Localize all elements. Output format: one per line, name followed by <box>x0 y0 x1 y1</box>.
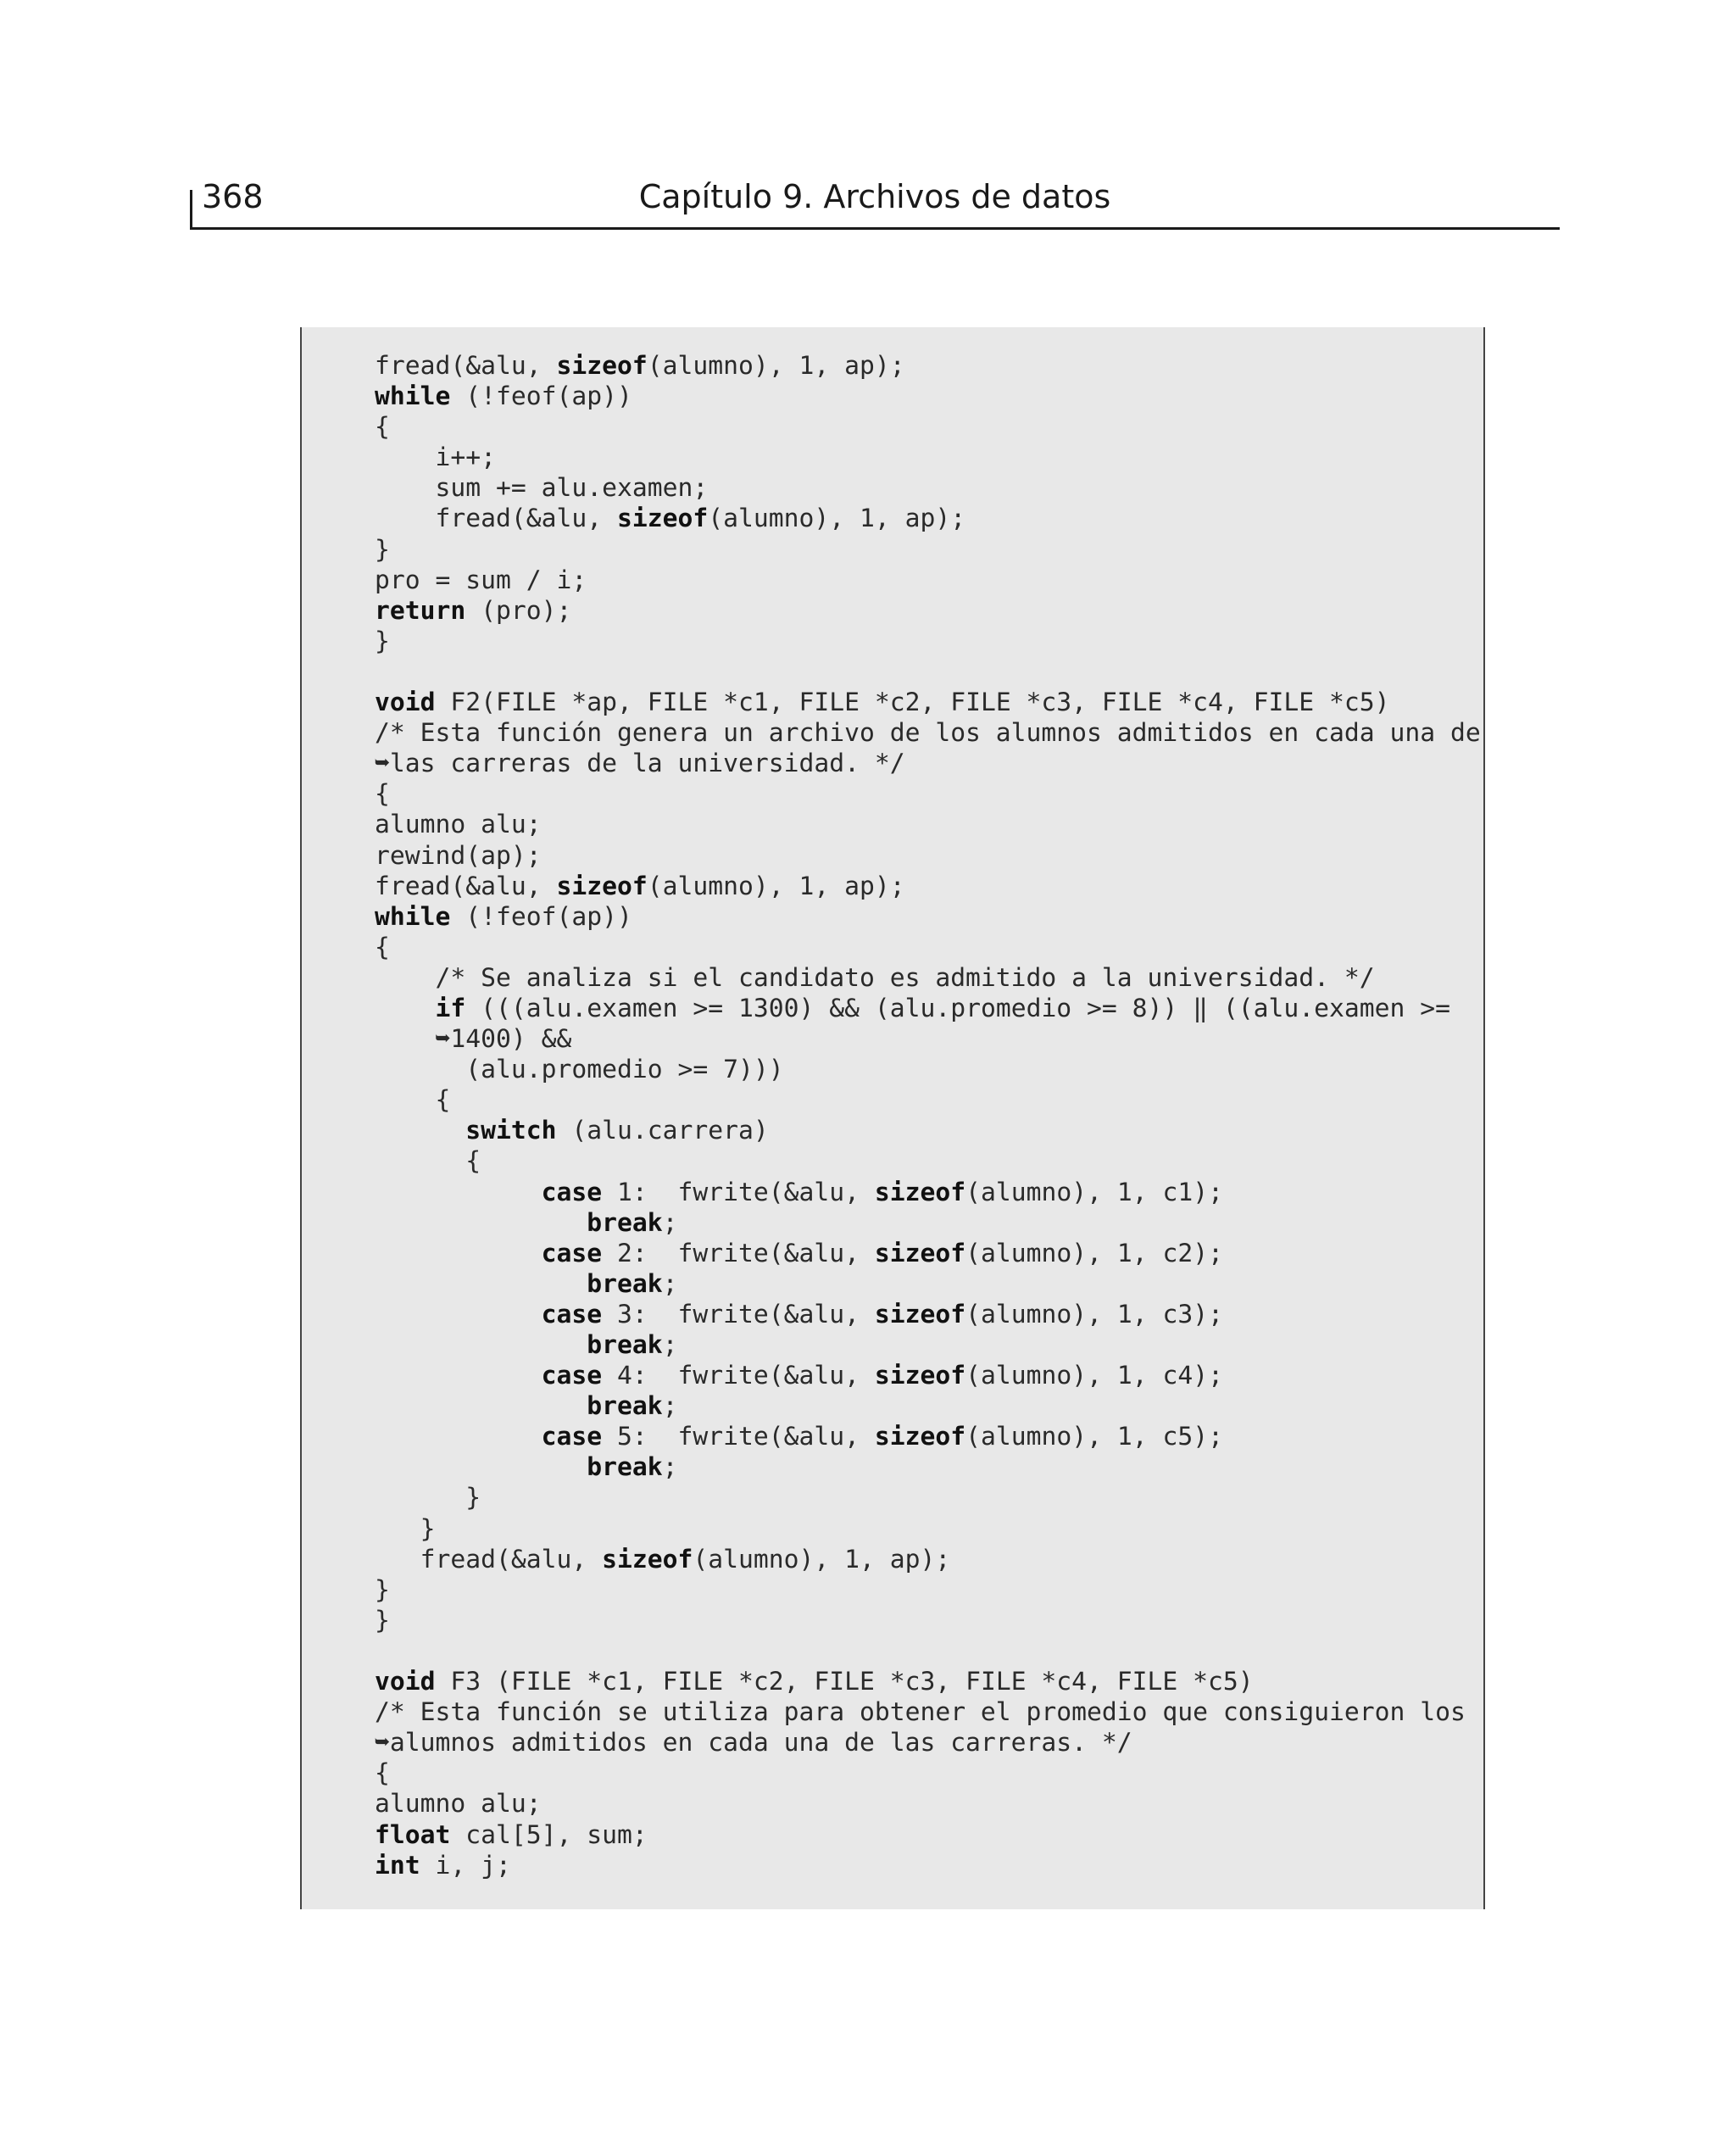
page-header <box>190 170 1560 230</box>
code-line <box>375 1820 1481 1851</box>
code-text <box>375 1116 465 1145</box>
code-keyword: case <box>541 1177 603 1207</box>
code-line <box>375 1758 1481 1789</box>
code-line <box>375 1636 1481 1667</box>
code-text: ; <box>662 1391 678 1422</box>
code-text: F3 (FILE *c1, FILE *c2, FILE *c3, FILE *c4, FILE *c5) <box>435 1667 1254 1697</box>
code-text: (alumno), 1, c1); <box>965 1177 1223 1207</box>
code-text: ; <box>662 1330 678 1360</box>
code-text <box>375 994 436 1023</box>
code-keyword: sizeof <box>874 1299 966 1329</box>
code-line <box>375 1239 1481 1269</box>
code-text: (alumno), 1, c2); <box>965 1238 1223 1268</box>
code-line <box>375 1667 1481 1697</box>
code-text: /* Se analiza si el candidato es admitido a la universidad. */ <box>375 962 1375 993</box>
code-text: fread(&alu, <box>375 871 557 901</box>
code-keyword: int <box>375 1850 420 1880</box>
code-text: pro = sum / i; <box>375 565 587 595</box>
code-text: { <box>375 1085 451 1116</box>
code-text: } <box>375 1483 481 1513</box>
code-line <box>375 1330 1481 1361</box>
code-line <box>375 1146 1481 1177</box>
code-text: 5: fwrite(&alu, <box>602 1422 875 1452</box>
code-line <box>375 657 1481 688</box>
chapter-title: Capítulo 9. Archivos de datos <box>638 178 1111 215</box>
code-line <box>375 1300 1481 1330</box>
code-keyword: case <box>541 1422 603 1452</box>
code-text: ; <box>662 1207 678 1238</box>
code-keyword: sizeof <box>874 1177 966 1207</box>
code-text <box>375 1452 587 1482</box>
code-text: { <box>375 1146 481 1177</box>
code-text: 1: fwrite(&alu, <box>602 1177 875 1207</box>
code-line <box>375 535 1481 565</box>
code-text: { <box>375 1758 390 1789</box>
code-line <box>375 963 1481 994</box>
code-keyword: case <box>541 1361 603 1391</box>
code-line <box>375 412 1481 443</box>
code-text: alumno alu; <box>375 1789 542 1819</box>
code-text <box>375 1422 542 1451</box>
code-text: } <box>375 1513 436 1544</box>
code-text <box>375 1178 542 1207</box>
page-number: 368 <box>202 178 264 215</box>
code-text: (alu.carrera) <box>556 1116 769 1146</box>
code-line <box>375 1208 1481 1239</box>
code-text: fread(&alu, <box>375 1544 603 1574</box>
code-text: (alumno), 1, ap); <box>693 1544 951 1574</box>
code-text: ; <box>662 1452 678 1483</box>
code-text: } <box>375 1605 390 1635</box>
code-text: { <box>375 932 390 962</box>
code-line <box>375 1055 1481 1085</box>
code-text: 2: fwrite(&alu, <box>602 1238 875 1268</box>
code-line <box>375 718 1481 749</box>
code-text: i, j; <box>420 1850 511 1880</box>
code-text <box>375 1361 542 1390</box>
code-line <box>375 688 1481 718</box>
code-text: (!feof(ap)) <box>450 901 632 932</box>
code-text: ➥1400) && <box>375 1024 572 1055</box>
code-line <box>375 351 1481 382</box>
code-text: ➥las carreras de la universidad. */ <box>375 749 905 779</box>
code-text: fread(&alu, <box>375 351 557 381</box>
code-text: } <box>375 626 390 656</box>
code-line <box>375 443 1481 473</box>
code-keyword: void <box>375 688 436 718</box>
code-keyword: switch <box>465 1116 557 1146</box>
code-line <box>375 994 1481 1024</box>
code-line <box>375 902 1481 933</box>
code-text: fread(&alu, <box>375 504 617 534</box>
code-line <box>375 1514 1481 1545</box>
code-line <box>375 1575 1481 1606</box>
code-text: } <box>375 534 390 565</box>
code-listing-box <box>300 327 1485 1909</box>
code-line <box>375 749 1481 779</box>
code-text: ; <box>662 1268 678 1299</box>
code-text: /* Esta función se utiliza para obtener el promedio que consiguieron los <box>375 1697 1466 1728</box>
code-keyword: sizeof <box>874 1238 966 1268</box>
code-text: { <box>375 779 390 810</box>
code-keyword: sizeof <box>602 1544 693 1574</box>
code-line <box>375 1483 1481 1513</box>
code-line <box>375 473 1481 504</box>
code-keyword: break <box>587 1207 663 1238</box>
code-line <box>375 596 1481 627</box>
code-text: 3: fwrite(&alu, <box>602 1299 875 1329</box>
code-line <box>375 1422 1481 1452</box>
code-line <box>375 1697 1481 1728</box>
code-keyword: break <box>587 1452 663 1483</box>
code-text: 4: fwrite(&alu, <box>602 1361 875 1391</box>
code-keyword: while <box>375 382 451 412</box>
code-line <box>375 872 1481 902</box>
code-text <box>375 1330 587 1360</box>
code-text: ➥alumnos admitidos en cada una de las carreras. */ <box>375 1728 1132 1758</box>
code-text: (alumno), 1, ap); <box>708 504 966 534</box>
code-keyword: sizeof <box>556 351 648 381</box>
code-line <box>375 1851 1481 1881</box>
code-line <box>375 1085 1481 1116</box>
code-keyword: sizeof <box>556 871 648 901</box>
code-line <box>375 1545 1481 1575</box>
code-line <box>375 627 1481 657</box>
code-keyword: void <box>375 1667 436 1697</box>
code-keyword: break <box>587 1268 663 1299</box>
code-text: (alumno), 1, ap); <box>647 871 905 901</box>
code-text: i++; <box>375 443 496 473</box>
code-line <box>375 841 1481 872</box>
code-text: (alu.promedio >= 7))) <box>375 1055 784 1085</box>
code-keyword: sizeof <box>616 504 709 534</box>
code-text: rewind(ap); <box>375 840 542 871</box>
code-text: { <box>375 412 390 443</box>
code-text: (alumno), 1, c4); <box>965 1361 1223 1391</box>
code-text: (pro); <box>465 595 572 626</box>
code-line <box>375 1452 1481 1483</box>
code-text: (alumno), 1, c3); <box>965 1299 1223 1329</box>
code-keyword: float <box>375 1819 451 1850</box>
code-text <box>375 1208 587 1238</box>
code-line <box>375 1116 1481 1146</box>
code-text <box>375 1300 542 1329</box>
code-line <box>375 1269 1481 1300</box>
code-text: (((alu.examen >= 1300) && (alu.promedio >= 8)) ‖ ((alu.examen >= <box>465 993 1451 1023</box>
code-line <box>375 504 1481 534</box>
code-text: F2(FILE *ap, FILE *c1, FILE *c2, FILE *c3, FILE *c4, FILE *c5) <box>435 688 1390 718</box>
code-keyword: case <box>541 1238 603 1268</box>
code-line <box>375 1728 1481 1758</box>
code-keyword: sizeof <box>874 1361 966 1391</box>
code-line <box>375 1606 1481 1636</box>
code-text: sum += alu.examen; <box>375 473 709 504</box>
code-text: alumno alu; <box>375 810 542 840</box>
code-keyword: while <box>375 901 451 932</box>
code-line <box>375 1789 1481 1819</box>
code-keyword: return <box>375 595 466 626</box>
code-line <box>375 933 1481 963</box>
code-line <box>375 382 1481 412</box>
code-text <box>375 1239 542 1268</box>
code-line <box>375 565 1481 596</box>
code-text: cal[5], sum; <box>450 1819 648 1850</box>
code-text <box>375 1269 587 1299</box>
code-keyword: case <box>541 1299 603 1329</box>
code-keyword: if <box>435 993 466 1023</box>
code-listing <box>375 351 1481 1881</box>
code-text: } <box>375 1574 390 1605</box>
code-line <box>375 1391 1481 1422</box>
code-keyword: break <box>587 1330 663 1360</box>
code-line <box>375 810 1481 840</box>
code-text <box>375 1391 587 1421</box>
code-text: (!feof(ap)) <box>450 382 632 412</box>
code-text: (alumno), 1, c5); <box>965 1422 1223 1452</box>
code-keyword: break <box>587 1391 663 1422</box>
code-line <box>375 1361 1481 1391</box>
code-line <box>375 1178 1481 1208</box>
code-text: /* Esta función genera un archivo de los alumnos admitidos en cada una de <box>375 718 1481 749</box>
code-line <box>375 1024 1481 1055</box>
code-keyword: sizeof <box>874 1422 966 1452</box>
code-line <box>375 779 1481 810</box>
code-text: (alumno), 1, ap); <box>647 351 905 381</box>
